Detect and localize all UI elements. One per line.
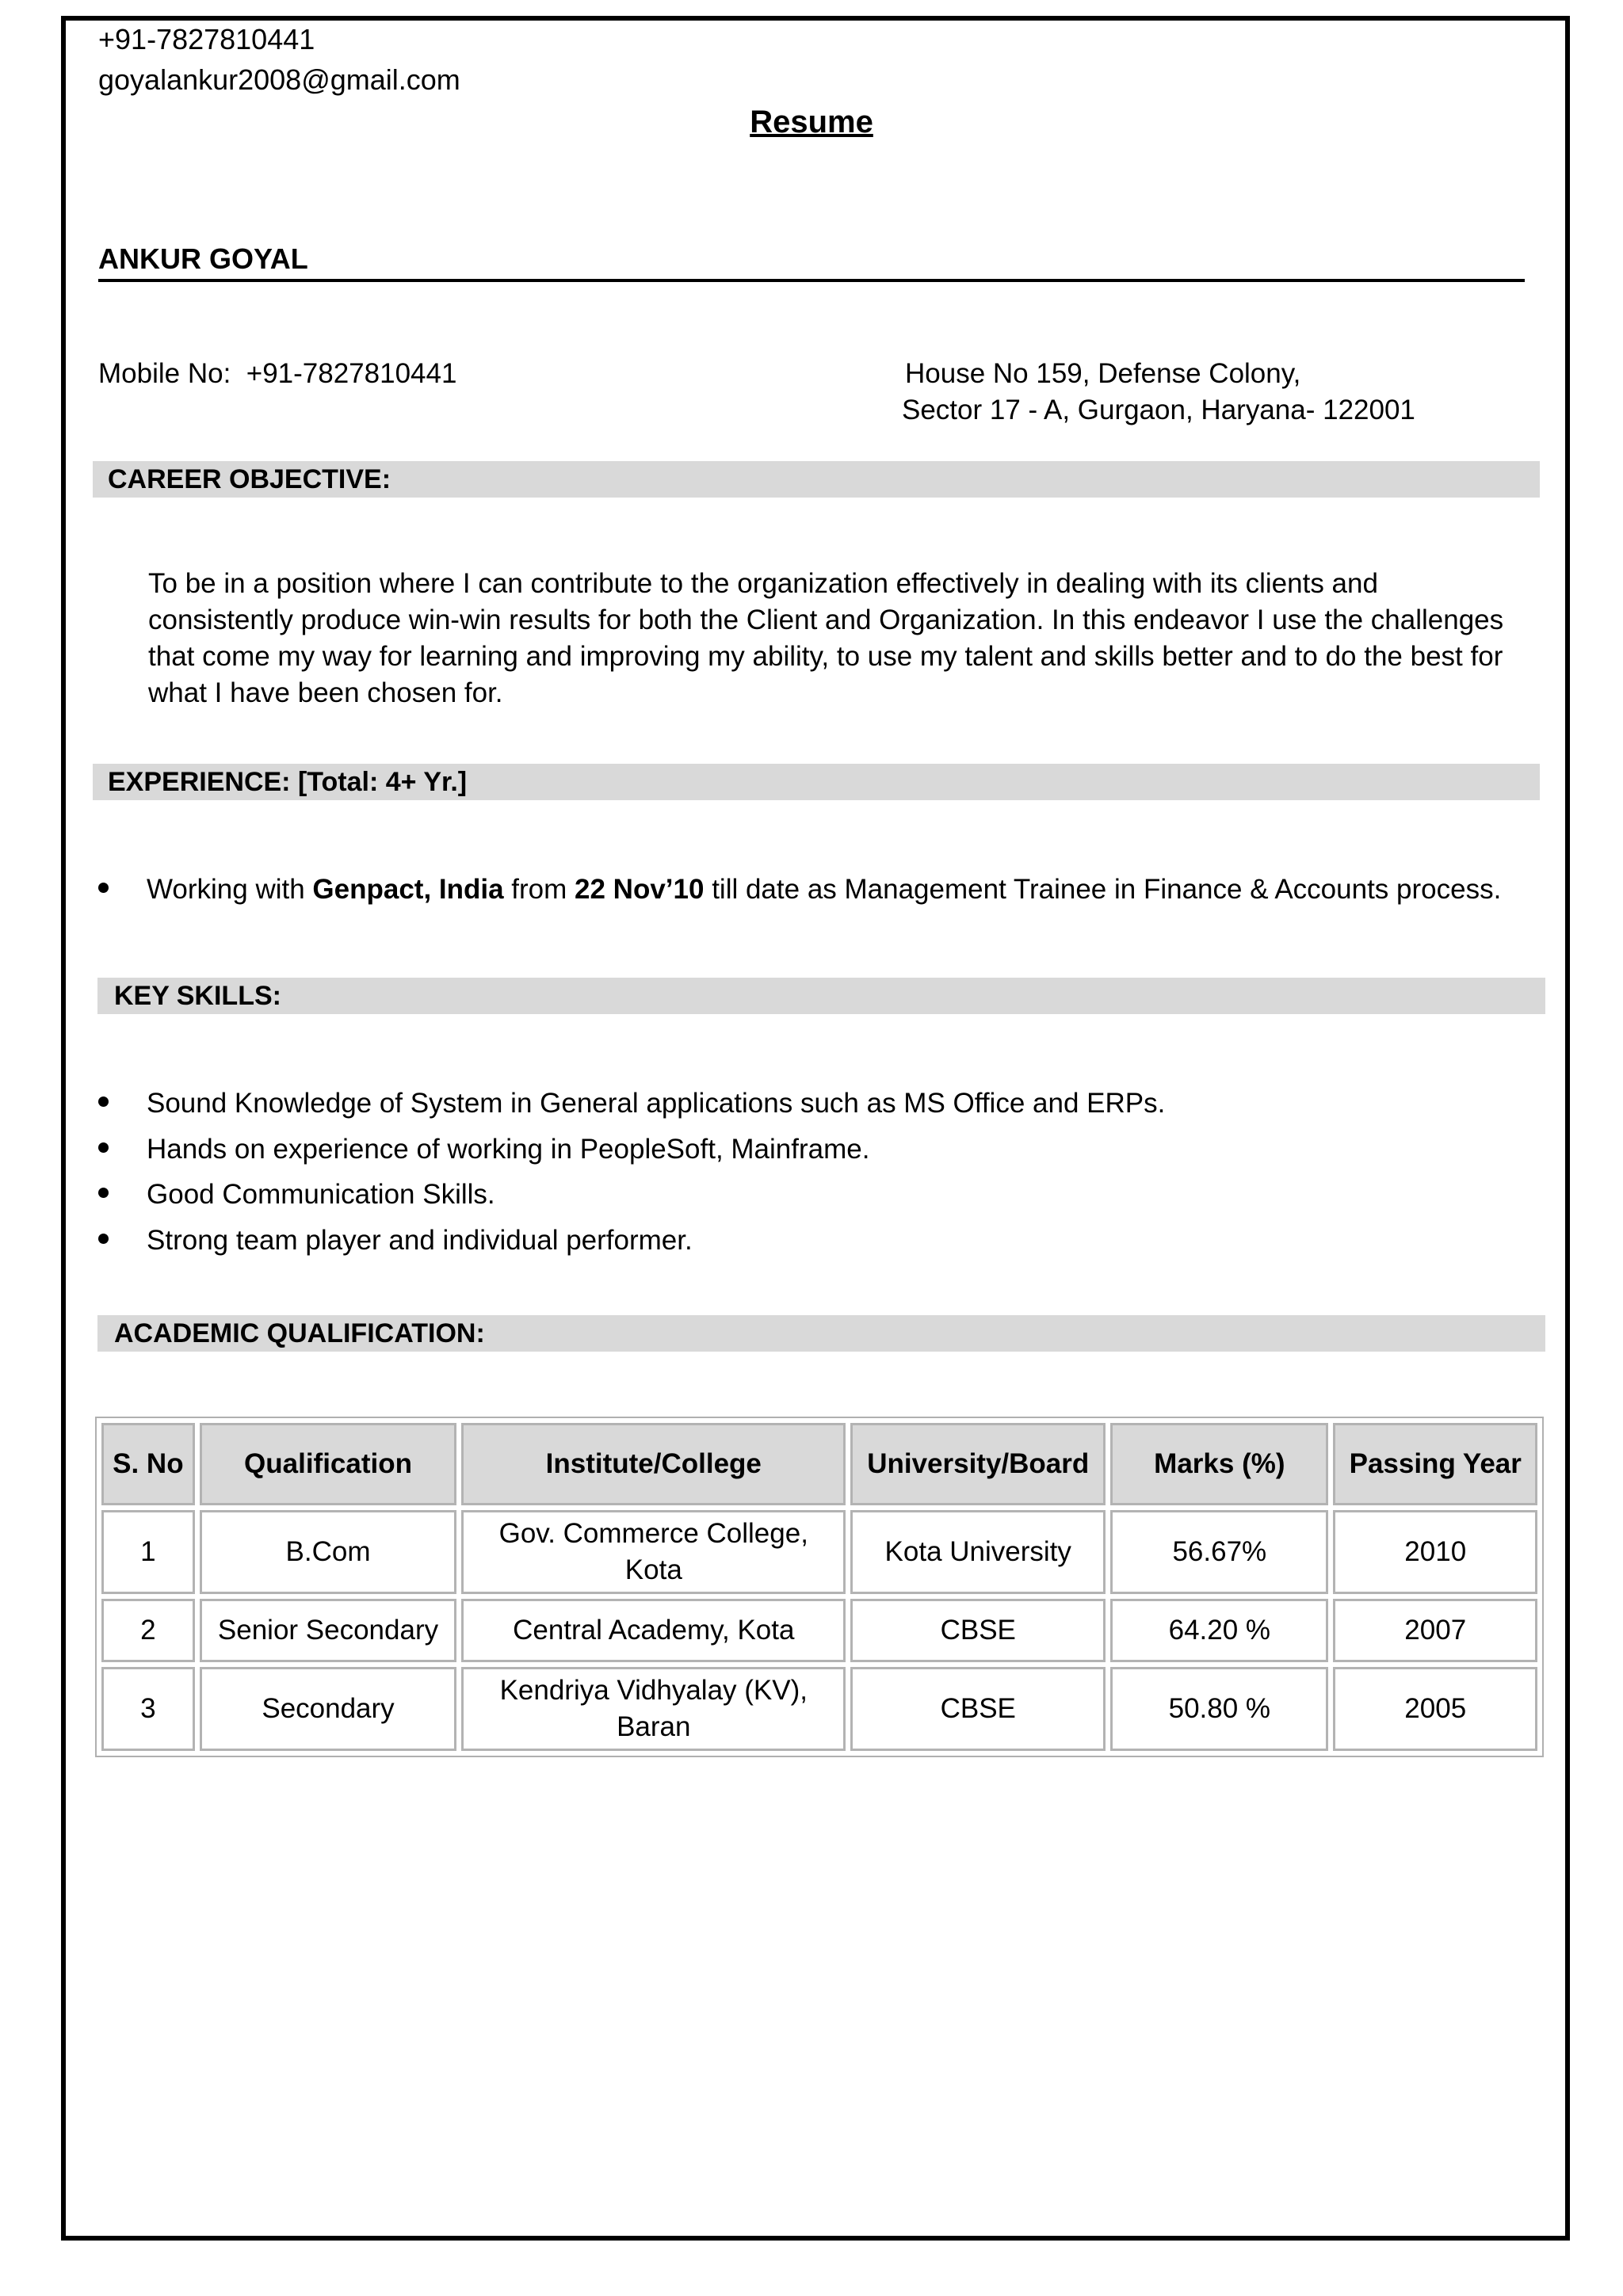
skill-text: Good Communication Skills.	[147, 1179, 495, 1210]
page-border	[61, 16, 1570, 2241]
table-cell: Secondary	[200, 1667, 457, 1751]
skill-item	[98, 1085, 1165, 1122]
table-cell: Central Academy, Kota	[461, 1599, 846, 1662]
section-header-academic	[97, 1315, 1545, 1352]
section-title: KEY SKILLS:	[114, 981, 281, 1011]
skill-item	[98, 1177, 495, 1213]
document-title: Resume	[750, 105, 873, 139]
table-cell: 1	[101, 1510, 195, 1594]
table-cell: B.Com	[200, 1510, 457, 1594]
column-header: University/Board	[850, 1423, 1106, 1505]
table-cell: Kota University	[850, 1510, 1106, 1594]
table-row	[101, 1667, 1537, 1751]
table-cell: 2010	[1333, 1510, 1537, 1594]
bullet-icon	[98, 1234, 109, 1244]
experience-date: 22 Nov’10	[575, 874, 705, 905]
table-cell: CBSE	[850, 1599, 1106, 1662]
column-header: Qualification	[200, 1423, 457, 1505]
table-cell: 2007	[1333, 1599, 1537, 1662]
mobile-block	[98, 355, 456, 392]
column-header: Institute/College	[461, 1423, 846, 1505]
academic-table	[95, 1417, 1544, 1757]
section-title: CAREER OBJECTIVE:	[108, 464, 391, 494]
column-header: S. No	[101, 1423, 195, 1505]
table-row	[101, 1510, 1537, 1594]
skill-item	[98, 1222, 693, 1259]
skill-text: Sound Knowledge of System in General applications such as MS Office and ERPs.	[147, 1088, 1166, 1119]
bullet-icon	[98, 1097, 109, 1107]
bullet-icon	[98, 1142, 109, 1153]
mobile-label: Mobile No:	[98, 358, 231, 389]
table-cell: 64.20 %	[1110, 1599, 1328, 1662]
bullet-icon	[98, 883, 109, 893]
section-header-key-skills	[97, 978, 1545, 1014]
mobile-value: +91-7827810441	[246, 358, 457, 389]
experience-suffix: till date as Management Trainee in Finance & Accounts process.	[704, 874, 1502, 905]
candidate-name: ANKUR GOYAL	[98, 242, 308, 275]
column-header: Marks (%)	[1110, 1423, 1328, 1505]
table-header-row	[101, 1423, 1537, 1505]
table-cell: CBSE	[850, 1667, 1106, 1751]
experience-company: Genpact, India	[312, 874, 504, 905]
section-header-career-objective	[93, 461, 1540, 498]
section-title: ACADEMIC QUALIFICATION:	[114, 1318, 485, 1348]
table-cell: 3	[101, 1667, 195, 1751]
skill-item	[98, 1131, 869, 1168]
table-row	[101, 1599, 1537, 1662]
skill-text: Hands on experience of working in PeopleSoft, Mainframe.	[147, 1134, 870, 1165]
experience-item	[98, 871, 1501, 908]
table-cell: 2	[101, 1599, 195, 1662]
contact-email[interactable]: goyalankur2008@gmail.com	[98, 63, 460, 96]
bullet-icon	[98, 1188, 109, 1198]
section-title: EXPERIENCE: [Total: 4+ Yr.]	[108, 767, 468, 797]
table-cell: Senior Secondary	[200, 1599, 457, 1662]
section-header-experience	[93, 764, 1540, 800]
address-line-1: House No 159, Defense Colony,	[905, 358, 1301, 389]
contact-phone: +91-7827810441	[98, 23, 315, 55]
experience-text	[147, 874, 1501, 905]
experience-mid: from	[503, 874, 575, 905]
table-cell: 2005	[1333, 1667, 1537, 1751]
table-cell: 50.80 %	[1110, 1667, 1328, 1751]
address-line-2: Sector 17 - A, Gurgaon, Haryana- 122001	[902, 395, 1415, 425]
table-cell: 56.67%	[1110, 1510, 1328, 1594]
column-header: Passing Year	[1333, 1423, 1537, 1505]
name-underline-divider	[98, 279, 1525, 282]
table-cell: Kendriya Vidhyalay (KV), Baran	[461, 1667, 846, 1751]
skill-text: Strong team player and individual performer.	[147, 1225, 693, 1256]
table-cell: Gov. Commerce College, Kota	[461, 1510, 846, 1594]
career-objective-text: To be in a position where I can contribute to the organization effectively in dealing with its clients and consistently produce win-win results for both the Client and Organization. In this endeavor I use the challenges that come my way for learning and improving my ability, to use my talent and skills better and to do the best for what I have been chosen for.	[148, 568, 1504, 708]
experience-prefix: Working with	[147, 874, 313, 905]
